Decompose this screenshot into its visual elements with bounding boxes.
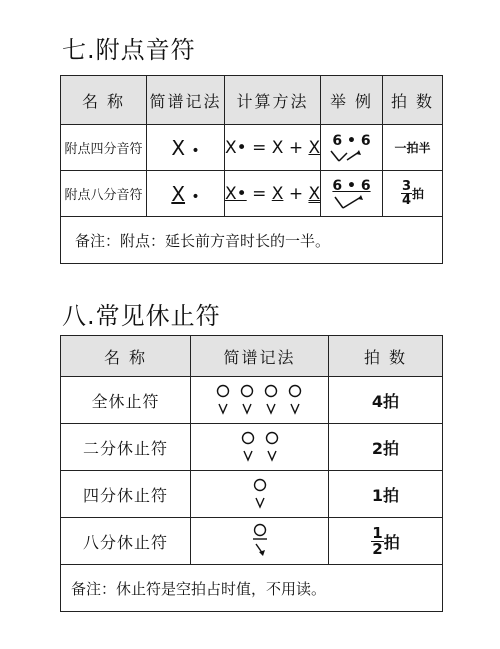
rest-note-remark: 备注：休止符是空拍占时值，不用读。	[61, 565, 443, 612]
half-rest-icon	[191, 424, 329, 471]
beats-cell	[383, 171, 443, 217]
table-row	[61, 471, 443, 518]
rest-beats	[329, 518, 443, 565]
calc-eq: =	[252, 137, 267, 158]
notation-dot: •	[191, 188, 200, 205]
notation-dot: •	[191, 142, 200, 159]
table-row	[61, 377, 443, 424]
table-header-row	[61, 336, 443, 377]
table-row	[61, 171, 443, 217]
table-row	[61, 125, 443, 171]
header-beats: 拍 数	[383, 76, 443, 125]
rest-beats: 4拍	[329, 377, 443, 424]
header-notation: 简谱记法	[147, 76, 225, 125]
example-text: 6 • 6	[332, 177, 371, 194]
table-header-row	[61, 76, 443, 125]
beats-denominator: 4	[401, 193, 412, 208]
table-row	[61, 518, 443, 565]
calc-x2: X	[308, 183, 321, 204]
note-name: 附点八分音符	[61, 171, 147, 217]
rest-beats: 1拍	[329, 471, 443, 518]
table-row	[61, 424, 443, 471]
example-cell	[321, 171, 383, 217]
calc-eq: =	[252, 183, 267, 204]
dotted-notes-table	[60, 75, 443, 264]
calc-lhs: X•	[225, 137, 247, 158]
calc-plus: +	[288, 183, 304, 204]
note-row	[61, 565, 443, 612]
example-beam-icon	[327, 149, 377, 163]
eighth-rest-icon	[191, 518, 329, 565]
beats-cell: 一拍半	[383, 125, 443, 171]
rest-name: 二分休止符	[61, 424, 191, 471]
header-name: 名 称	[61, 76, 147, 125]
rest-name: 八分休止符	[61, 518, 191, 565]
calc-x2: X	[308, 137, 321, 158]
note-name: 附点四分音符	[61, 125, 147, 171]
calc-x: X	[271, 183, 284, 204]
header-example: 举 例	[321, 76, 383, 125]
calc-cell	[225, 125, 321, 171]
beats-numerator: 1	[372, 523, 383, 542]
section-title-rests: 八.常见休止符	[62, 302, 221, 330]
notation-x: X	[171, 181, 186, 206]
header-name: 名 称	[61, 336, 191, 377]
beats-unit: 拍	[383, 532, 400, 552]
notation-cell	[147, 125, 225, 171]
calc-x: X	[271, 137, 284, 158]
whole-rest-icon	[191, 377, 329, 424]
rests-table	[60, 335, 443, 612]
header-beats: 拍 数	[329, 336, 443, 377]
quarter-rest-icon	[191, 471, 329, 518]
beats-unit: 拍	[412, 187, 425, 201]
notation-cell	[147, 171, 225, 217]
example-cell	[321, 125, 383, 171]
section-title-dotted-notes: 七.附点音符	[62, 36, 196, 64]
header-calculation: 计算方法	[225, 76, 321, 125]
beats-denominator: 2	[372, 539, 383, 558]
header-notation: 简谱记法	[191, 336, 329, 377]
example-beam-icon	[327, 194, 377, 210]
dotted-note-remark: 备注：附点：延长前方音时长的一半。	[61, 217, 443, 264]
notation-x: X	[171, 135, 186, 160]
calc-plus: +	[288, 137, 304, 158]
rest-name: 四分休止符	[61, 471, 191, 518]
rest-beats: 2拍	[329, 424, 443, 471]
calc-lhs: X•	[225, 183, 247, 204]
calc-cell	[225, 171, 321, 217]
note-row	[61, 217, 443, 264]
example-text: 6 • 6	[332, 132, 371, 149]
rest-name: 全休止符	[61, 377, 191, 424]
beats-numerator: 3	[401, 179, 412, 194]
